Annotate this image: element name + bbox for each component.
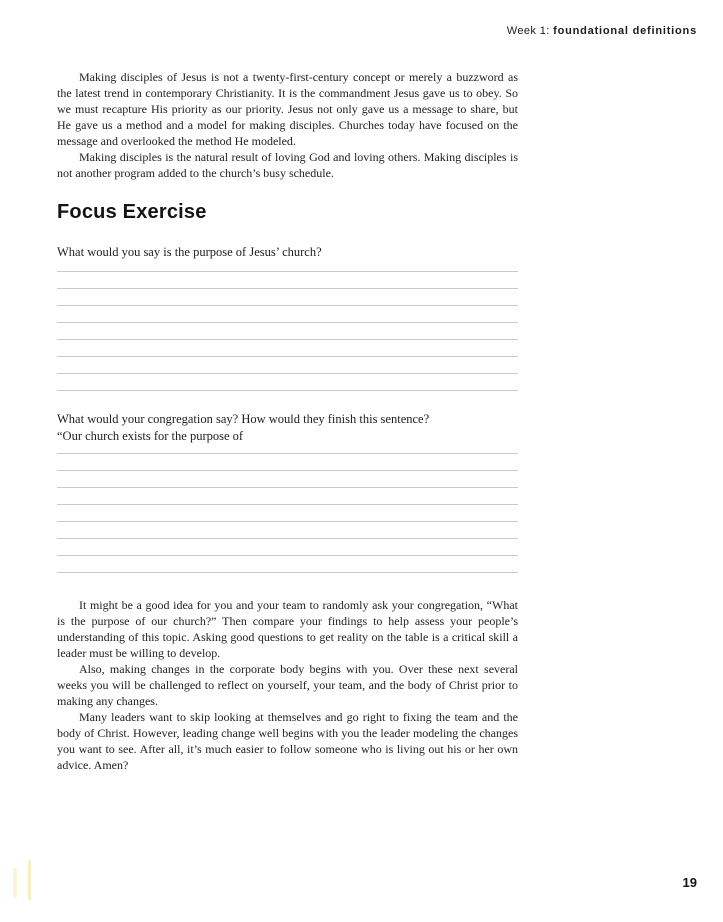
answer-line [57, 255, 518, 272]
focus-exercise-heading: Focus Exercise [57, 201, 207, 223]
intro-paragraphs [57, 69, 518, 181]
answer-line [57, 323, 518, 340]
answer-line [57, 374, 518, 391]
answer-line [57, 272, 518, 289]
answer-lines-block-1 [57, 255, 518, 391]
answer-line [57, 505, 518, 522]
running-header [507, 25, 697, 37]
answer-line [57, 357, 518, 374]
paragraph: Also, making changes in the corporate body begins with you. Over these next several weeks you will be challenged to reflect on yourself, your team, and the body of Christ prior to making any changes. [57, 662, 518, 708]
scan-artifact [13, 868, 17, 898]
answer-line [57, 437, 518, 454]
paragraph: Many leaders want to skip looking at themselves and go right to fixing the team and the body of Christ. However, leading change well begins with you the leader modeling the changes you want to see. After all, it’s much easier to follow someone who is living out his or her own advice. Amen? [57, 710, 518, 772]
answer-line [57, 522, 518, 539]
answer-line [57, 488, 518, 505]
answer-line [57, 306, 518, 323]
paragraph: Making disciples is the natural result of loving God and loving others. Making disciples is not another program added to the church’s busy schedule. [57, 150, 518, 180]
answer-line [57, 539, 518, 556]
week-label: Week 1: [506, 25, 554, 37]
question-2-line-2: “Our church exists for the purpose of [57, 429, 244, 443]
answer-line [57, 340, 518, 357]
answer-line [57, 556, 518, 573]
page-number: 19 [682, 875, 697, 890]
section-title: foundational definitions [553, 25, 697, 37]
scan-artifact [28, 860, 31, 900]
paragraph: Making disciples of Jesus is not a twenty-first-century concept or merely a buzzword as the latest trend in contemporary Christianity. It is the commandment Jesus gave us to obey. So we must recapture His priority as our priority. Jesus not only gave us a message to share, but He gave us a method and a model for making disciples. Churches today have focused on the message and overlooked the method He modeled. [57, 70, 518, 148]
closing-paragraphs [57, 597, 518, 773]
answer-line [57, 471, 518, 488]
answer-lines-block-2 [57, 437, 518, 573]
answer-line [57, 454, 518, 471]
paragraph: It might be a good idea for you and your team to randomly ask your congregation, “What is the purpose of our church?” Then compare your findings to help assess your people’s understanding of this topic. Asking good questions to get reality on the table is a critical skill a leader must be willing to develop. [57, 598, 518, 660]
question-1-text: What would you say is the purpose of Jesus’ church? [57, 245, 322, 259]
question-2-line-1: What would your congregation say? How would they finish this sentence? [57, 412, 430, 426]
answer-line [57, 289, 518, 306]
